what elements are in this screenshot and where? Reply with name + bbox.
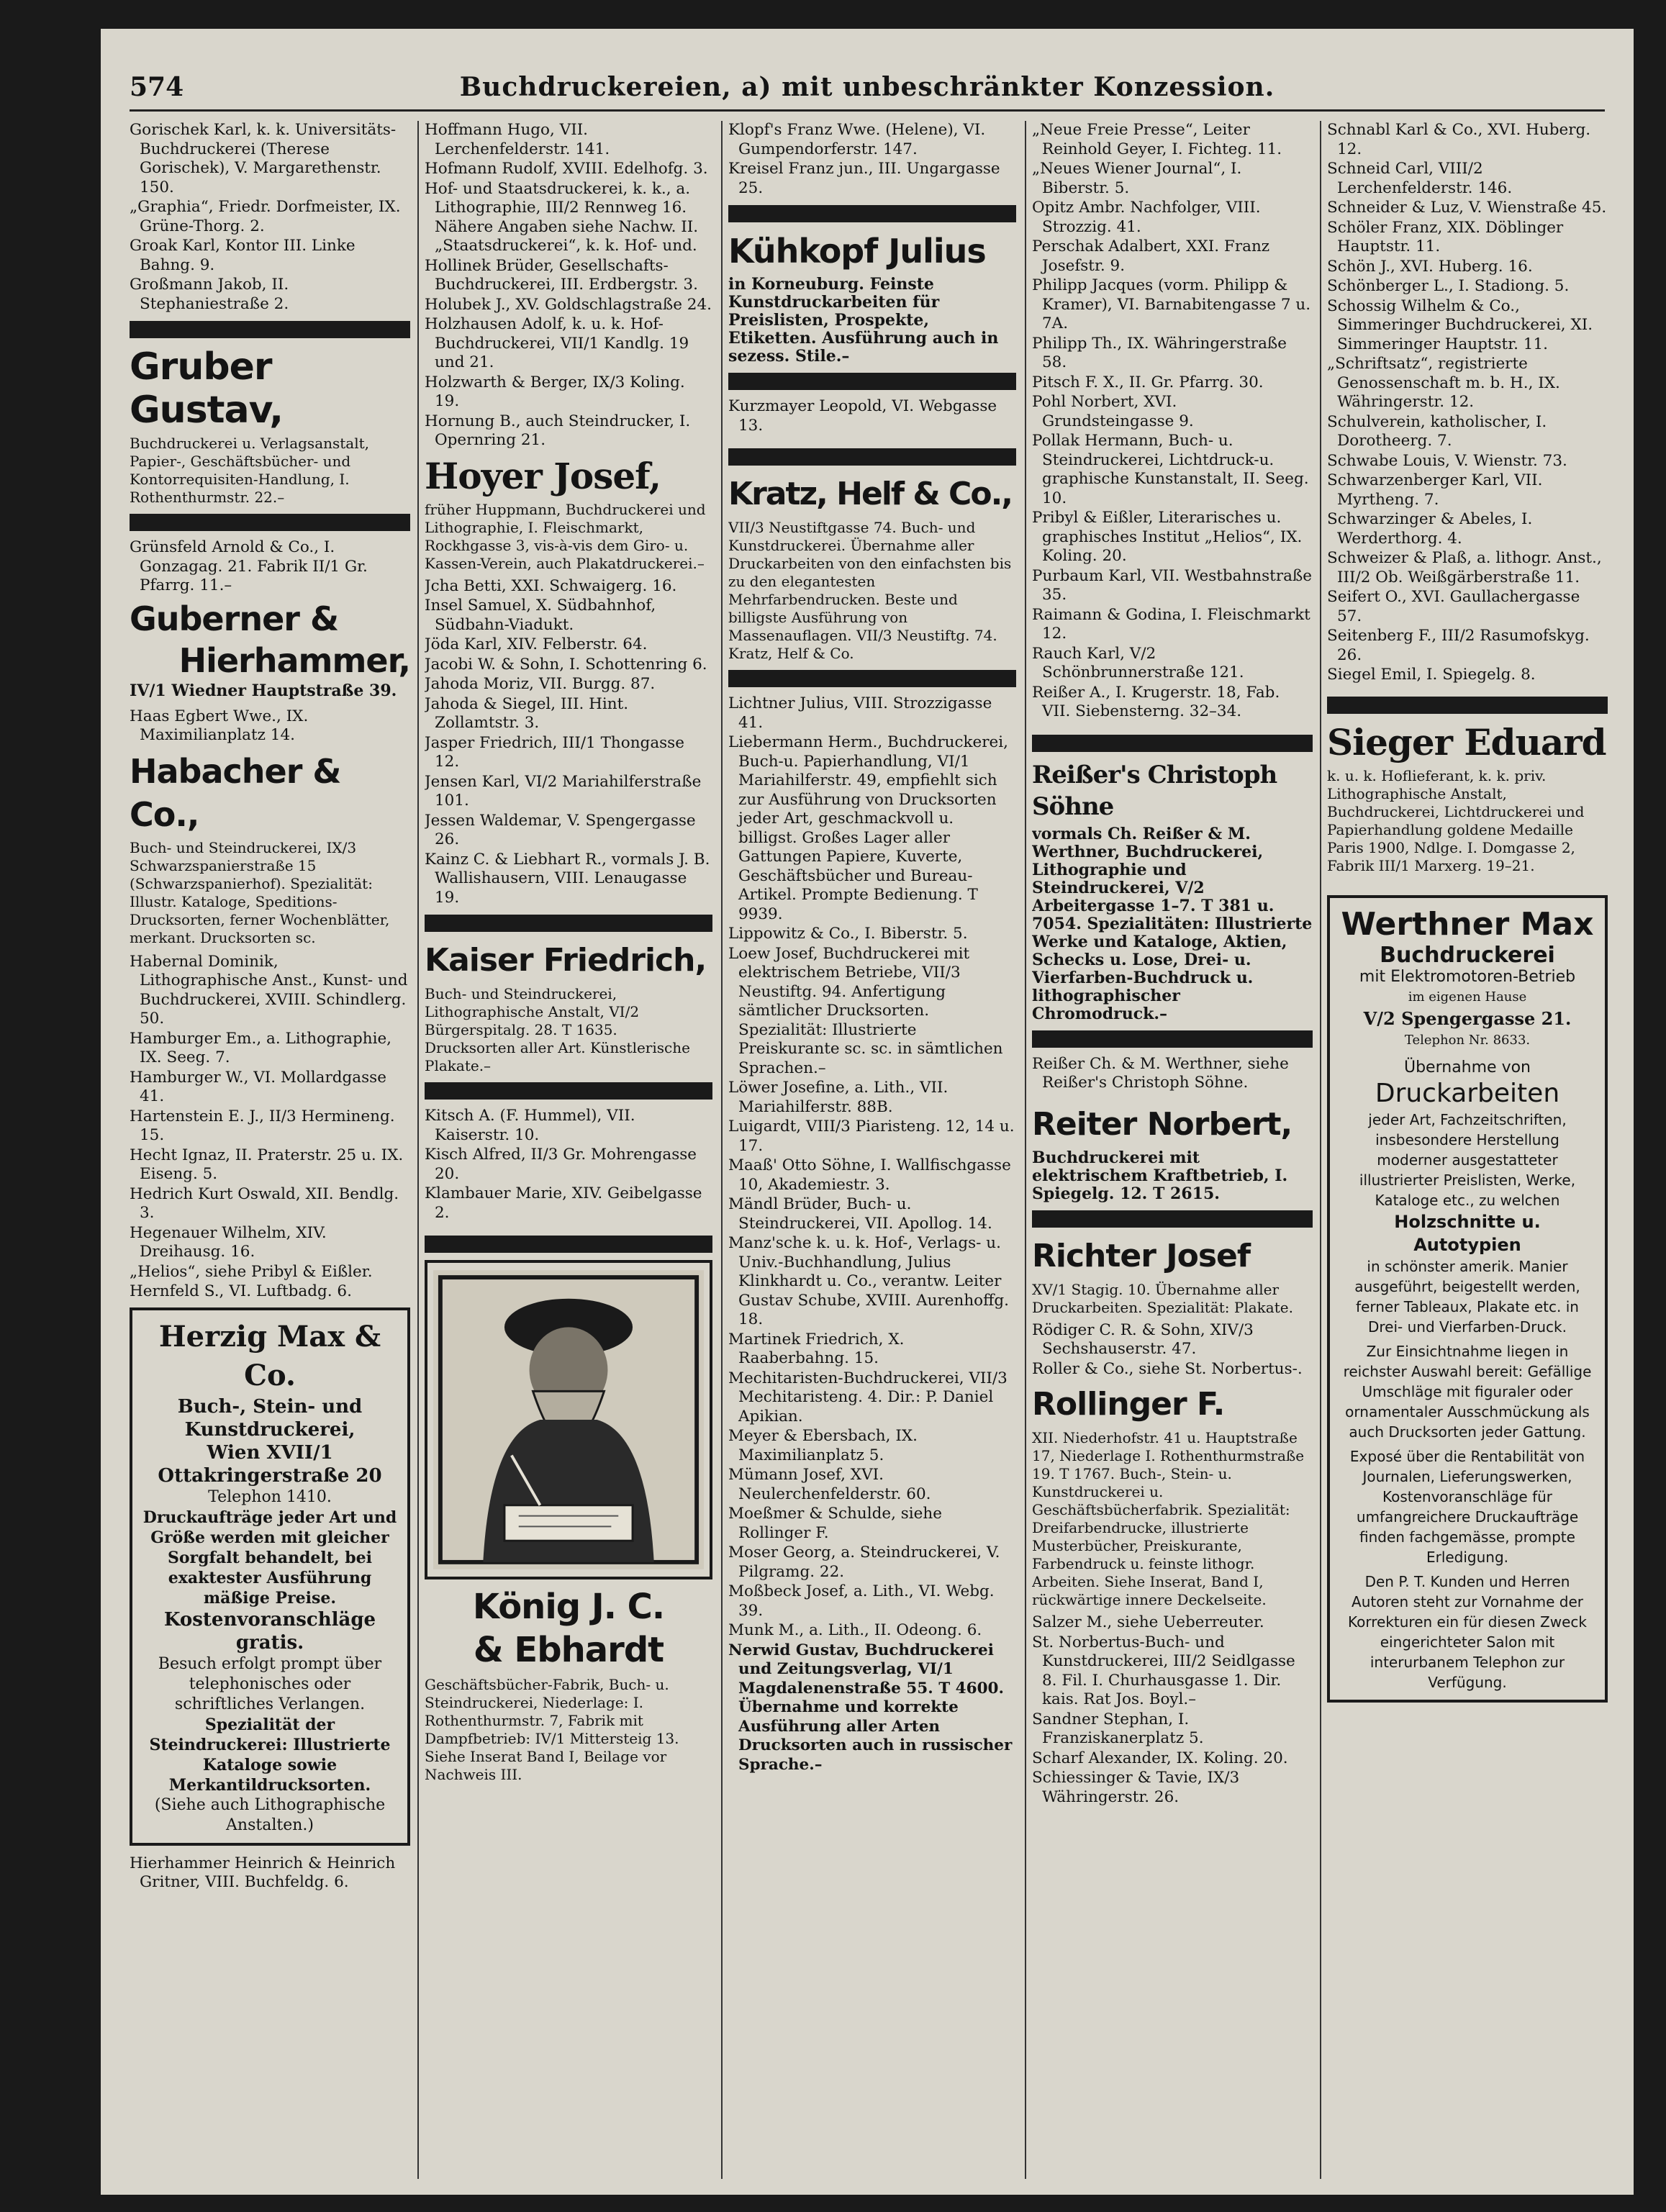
ad-werthner-line: mit Elektromotoren-Betrieb bbox=[1359, 967, 1576, 986]
list-item: Hollinek Brüder, Gesellschafts-Buchdruckerei, III. Erdbergstr. 3. bbox=[425, 256, 698, 294]
ad-werthner-line: Buchdruckerei bbox=[1380, 942, 1555, 968]
list-item: Hecht Ignaz, II. Praterstr. 25 u. IX. Eiseng. 5. bbox=[130, 1146, 404, 1183]
list-item: Mümann Josef, XVI. Neulerchenfelderstr. 60. bbox=[728, 1466, 931, 1503]
page-number: 574 bbox=[130, 72, 184, 102]
list-item: Munk M., a. Lith., II. Odeong. 6. bbox=[728, 1621, 982, 1639]
ad-gruber-text: Buchdruckerei u. Verlagsanstalt, Papier-, Geschäftsbücher- und Kontorrequisiten-Handlung, I. Rothenthurmstr. 22.– bbox=[130, 435, 370, 506]
ad-hoyer-text: früher Huppmann, Buchdruckerei und Lithographie, I. Fleischmarkt, Rockhgasse 3, vis-à-vis dem Giro- u. Kassen-Verein, auch Plakatdruckerei.– bbox=[425, 500, 706, 572]
list-item: Reißer Ch. & M. Werthner, siehe Reißer's Christoph Söhne. bbox=[1032, 1054, 1289, 1092]
list-item: Scharf Alexander, IX. Koling. 20. bbox=[1032, 1749, 1288, 1767]
column-divider bbox=[721, 121, 723, 2179]
ad-kaiser-name: Kaiser Friedrich, bbox=[425, 942, 707, 979]
list-item: Jessen Waldemar, V. Spengergasse 26. bbox=[425, 811, 696, 848]
list-item: Lippowitz & Co., I. Biberstr. 5. bbox=[728, 925, 968, 943]
list-item: Moßbeck Josef, a. Lith., VI. Webg. 39. bbox=[728, 1582, 995, 1620]
list-item: Jacobi W. & Sohn, I. Schottenring 6. bbox=[425, 655, 707, 674]
list-item: Liebermann Herm., Buchdruckerei, Buch-u. Papierhandlung, VI/1 Mariahilferstr. 49, empfiehlt sich zur Ausführung von Drucksorten jeder Art, geschmackvoll u. billigst. Großes Lager aller Gattungen Papiere, Kuverte, Geschäftsbücher und Bureau-Artikel. Prompte Bedienung. T 9939. bbox=[728, 733, 1008, 923]
list-item: „Graphia“, Friedr. Dorfmeister, IX. Grüne-Thorg. 2. bbox=[130, 198, 401, 235]
list-item: Hamburger W., VI. Mollardgasse 41. bbox=[130, 1068, 386, 1105]
list-item: Schneider & Luz, V. Wienstraße 45. bbox=[1327, 199, 1607, 217]
list-item: Luigardt, VIII/3 Piaristeng. 12, 14 u. 17. bbox=[728, 1118, 1015, 1155]
list-item: Lichtner Julius, VIII. Strozzigasse 41. bbox=[728, 694, 992, 732]
ad-rule bbox=[728, 205, 1016, 222]
ad-rule bbox=[728, 373, 1016, 390]
ad-kratz-text: VII/3 Neustiftgasse 74. Buch- und Kunstdruckerei. Übernahme aller Druckarbeiten von den einfachsten bis zu den elegantesten Mehrfarbendrucken. Beste und billigste Ausführung von Massenauflagen. VII/3 Neustiftg. 74. Kratz, Helf & Co. bbox=[728, 519, 1012, 662]
list-item: Holubek J., XV. Goldschlagstraße 24. bbox=[425, 295, 712, 314]
list-item: Hernfeld S., VI. Luftbadg. 6. bbox=[130, 1282, 352, 1300]
list-item: Löwer Josefine, a. Lith., VII. Mariahilferstr. 88B. bbox=[728, 1079, 949, 1116]
list-item: „Neue Freie Presse“, Leiter Reinhold Geyer, I. Fichteg. 11. bbox=[1032, 121, 1282, 158]
ad-werthner-line: V/2 Spengergasse 21. bbox=[1363, 1007, 1572, 1029]
ad-kuehkopf-text: in Korneuburg. Feinste Kunstdruckarbeiten für Preislisten, Prospekte, Etiketten. Ausführung auch in sezess. Stile.– bbox=[728, 275, 999, 366]
list-item: Purbaum Karl, VII. Westbahnstraße 35. bbox=[1032, 566, 1312, 604]
ad-gruber-name: Gruber Gustav, bbox=[130, 345, 284, 432]
list-item: Roller & Co., siehe St. Norbertus-. bbox=[1032, 1359, 1303, 1378]
ad-rule bbox=[728, 448, 1016, 466]
directory-page bbox=[101, 29, 1634, 2195]
list-item: Hof- und Staatsdruckerei, k. k., a. Lithographie, III/2 Rennweg 16. Nähere Angaben siehe Nachw. II. „Staatsdruckerei“, k. k. Hof- und. bbox=[425, 179, 699, 255]
ad-werthner-box bbox=[1327, 895, 1608, 1703]
list-item: Jasper Friedrich, III/1 Thongasse 12. bbox=[425, 733, 684, 771]
list-item: Schwarzenberger Karl, VII. Myrtheng. 7. bbox=[1327, 471, 1543, 509]
ad-werthner-line: Den P. T. Kunden und Herren Autoren steht zur Vornahme der Korrekturen ein für diesen Zweck eingerichteter Salon mit interurbanem Telephon zur Verfügung. bbox=[1348, 1572, 1587, 1691]
list-item: Schulverein, katholischer, I. Dorotheerg. 7. bbox=[1327, 412, 1547, 450]
list-item: Pohl Norbert, XVI. Grundsteingasse 9. bbox=[1032, 393, 1194, 430]
list-item: Klopf's Franz Wwe. (Helene), VI. Gumpendorferstr. 147. bbox=[728, 121, 986, 158]
column-1 bbox=[130, 121, 410, 2179]
ad-rollinger-text: XII. Niederhofstr. 41 u. Hauptstraße 17, Niederlage I. Rothenthurmstraße 19. T 1767. Buch-, Stein- u. Kunstdruckerei u. Geschäftsbücherfabrik. Spezialität: Dreifarbendrucke, illustrierte Musterbücher, Preiskurante, Farbendruck u. feinste lithogr. Arbeiten. Siehe Inserat, Band I, rückwärtige innere Deckelseite. bbox=[1032, 1429, 1305, 1608]
ad-rule bbox=[1032, 735, 1313, 752]
ad-herzig-line: Spezialität der Steindruckerei: Illustrierte Kataloge sowie Merkantildrucksorten. bbox=[149, 1715, 391, 1795]
ad-herzig-line: Buch-, Stein- und Kunstdruckerei, bbox=[177, 1395, 363, 1441]
list-item: Jöda Karl, XIV. Felberstr. 64. bbox=[425, 635, 648, 653]
list-item: Meyer & Ebersbach, IX. Maximilianplatz 5. bbox=[728, 1427, 918, 1464]
list-item: Pribyl & Eißler, Literarisches u. graphisches Institut „Helios“, IX. Koling. 20. bbox=[1032, 509, 1303, 565]
ad-guberner-name-1: Guberner & bbox=[130, 599, 339, 638]
ad-guberner-name-2: Hierhammer, bbox=[178, 640, 410, 680]
list-item: „Neues Wiener Journal“, I. Biberstr. 5. bbox=[1032, 160, 1242, 197]
list-item: Hornung B., auch Steindrucker, I. Opernring 21. bbox=[425, 412, 691, 449]
list-item: Sandner Stephan, I. Franziskanerplatz 5. bbox=[1032, 1710, 1204, 1747]
list-item: Moeßmer & Schulde, siehe Rollinger F. bbox=[728, 1505, 942, 1542]
list-item: Holzwarth & Berger, IX/3 Koling. 19. bbox=[425, 373, 685, 410]
list-item: Perschak Adalbert, XXI. Franz Josefstr. 9. bbox=[1032, 237, 1270, 275]
ad-reiter-text: Buchdruckerei mit elektrischem Kraftbetrieb, I. Spiegelg. 12. T 2615. bbox=[1032, 1148, 1288, 1203]
ad-herzig-line: Wien XVII/1 bbox=[207, 1441, 333, 1464]
list-item: Hegenauer Wilhelm, XIV. Dreihausg. 16. bbox=[130, 1223, 327, 1261]
list-item: Seitenberg F., III/2 Rasumofskyg. 26. bbox=[1327, 627, 1590, 664]
list-item: Hedrich Kurt Oswald, XII. Bendlg. 3. bbox=[130, 1184, 399, 1222]
ad-rule bbox=[728, 670, 1016, 687]
list-item: Schnabl Karl & Co., XVI. Huberg. 12. bbox=[1327, 121, 1591, 158]
list-item: Martinek Friedrich, X. Raaberbahng. 15. bbox=[728, 1330, 905, 1367]
ad-kratz-name: Kratz, Helf & Co., bbox=[728, 476, 1013, 512]
list-item: Jahoda Moriz, VII. Burgg. 87. bbox=[425, 675, 656, 693]
ad-habacher-name: Habacher & Co., bbox=[130, 751, 341, 834]
list-item: Kurzmayer Leopold, VI. Webgasse 13. bbox=[728, 397, 997, 435]
list-item: Insel Samuel, X. Südbahnhof, Südbahn-Viadukt. bbox=[425, 597, 656, 634]
list-item: Schwabe Louis, V. Wienstr. 73. bbox=[1327, 451, 1567, 470]
list-item: Schönberger L., I. Stadiong. 5. bbox=[1327, 277, 1570, 295]
list-item: Schön J., XVI. Huberg. 16. bbox=[1327, 257, 1533, 276]
ad-werthner-line: Zur Einsichtnahme liegen in reichster Auswahl bereit: Gefällige Umschläge mit figuraler oder ornamentaler Ausschmückung als auch Drucksorten jeder Gattung. bbox=[1343, 1342, 1592, 1441]
list-item: Kisch Alfred, II/3 Gr. Mohrengasse 20. bbox=[425, 1146, 697, 1183]
ad-richter-name: Richter Josef bbox=[1032, 1237, 1251, 1274]
list-item: Schweizer & Plaß, a. lithogr. Anst., III/2 Ob. Weißgärberstraße 11. bbox=[1327, 549, 1602, 586]
list-item: Hartenstein E. J., II/3 Hermineng. 15. bbox=[130, 1107, 395, 1144]
list-item: Opitz Ambr. Nachfolger, VIII. Strozzig. 41. bbox=[1032, 199, 1261, 236]
ad-reisser-text: vormals Ch. Reißer & M. Werthner, Buchdruckerei, Lithographie und Steindruckerei, V/2 Arbeitergasse 1–7. T 381 u. 7054. Spezialitäten: Illustrierte Werke und Kataloge, Aktien, Schecks u. Lose, Drei- u. Vierfarben-Buchdruck u. lithographischer Chromodruck.– bbox=[1032, 824, 1313, 1023]
list-item: Kreisel Franz jun., III. Ungargasse 25. bbox=[728, 160, 1000, 197]
list-item: Pollak Hermann, Buch- u. Steindruckerei, Lichtdruck-u. graphische Kunstanstalt, II. Seeg. 10. bbox=[1032, 432, 1309, 507]
list-item: Mechitaristen-Buchdruckerei, VII/3 Mechitaristeng. 4. Dir.: P. Daniel Apikian. bbox=[728, 1369, 1008, 1425]
ad-habacher-text: Buch- und Steindruckerei, IX/3 Schwarzspanierstraße 15 (Schwarzspanierhof). Spezialität: Illustr. Kataloge, Speditions-Drucksorten, ferner Wochenblätter, merkant. Drucksorten sc. bbox=[130, 838, 390, 946]
list-item: Hofmann Rudolf, XVIII. Edelhofg. 3. bbox=[425, 160, 708, 178]
ad-herzig-name: Herzig Max & Co. bbox=[158, 1319, 381, 1392]
list-item: Salzer M., siehe Ueberreuter. bbox=[1032, 1613, 1264, 1631]
ad-werthner-line: jeder Art, Fachzeitschriften, insbesondere Herstellung moderner ausgestatteter illustrierter Preislisten, Werke, Kataloge etc., zu welchen bbox=[1359, 1110, 1576, 1209]
column-5 bbox=[1327, 121, 1608, 2179]
list-item: Holzhausen Adolf, k. u. k. Hof-Buchdruckerei, VII/1 Kandlg. 19 und 21. bbox=[425, 315, 689, 371]
list-item: Groak Karl, Kontor III. Linke Bahng. 9. bbox=[130, 237, 356, 274]
ad-rule bbox=[130, 514, 410, 531]
list-item: Hierhammer Heinrich & Heinrich Gritner, VIII. Buchfeldg. 6. bbox=[130, 1854, 396, 1891]
ad-herzig-line: (Siehe auch Lithographische Anstalten.) bbox=[154, 1795, 386, 1834]
ad-rule bbox=[1327, 697, 1608, 714]
ad-koenig-name-1: König J. C. bbox=[472, 1587, 665, 1627]
list-item: „Helios“, siehe Pribyl & Eißler. bbox=[130, 1262, 373, 1281]
ad-reisser-name: Reißer's Christoph Söhne bbox=[1032, 760, 1277, 821]
ad-sieger-text: k. u. k. Hoflieferant, k. k. priv. Lithographische Anstalt, Buchdruckerei, Lichtdruckerei und Papierhandlung goldene Medaille Paris 1900, Ndlge. I. Domgasse 2, Fabrik III/1 Marxerg. 19–21. bbox=[1327, 766, 1585, 874]
ad-werthner-line: Holzschnitte u. Autotypien bbox=[1394, 1211, 1541, 1255]
ad-werthner-name: Werthner Max bbox=[1341, 905, 1594, 943]
list-item: „Schriftsatz“, registrierte Genossenschaft m. b. H., IX. Währingerstr. 12. bbox=[1327, 355, 1560, 411]
ad-herzig-line: Besuch erfolgt prompt über telephonisches oder schriftliches Verlangen. bbox=[158, 1654, 382, 1713]
header-rule bbox=[130, 109, 1605, 112]
ad-rule bbox=[425, 1236, 712, 1253]
portrait-woodcut-icon bbox=[433, 1269, 704, 1571]
ad-rollinger-name: Rollinger F. bbox=[1032, 1386, 1225, 1423]
list-item: Klambauer Marie, XIV. Geibelgasse 2. bbox=[425, 1184, 702, 1222]
list-item: Moser Georg, a. Steindruckerei, V. Pilgramg. 22. bbox=[728, 1544, 1000, 1581]
list-item: Hoffmann Hugo, VII. Lerchenfelderstr. 141. bbox=[425, 121, 610, 158]
ad-hoyer-name: Hoyer Josef, bbox=[425, 454, 661, 497]
list-item: Philipp Jacques (vorm. Philipp & Kramer), VI. Barnabitengasse 7 u. 7A. bbox=[1032, 276, 1311, 332]
ad-kaiser-text: Buch- und Steindruckerei, Lithographische Anstalt, VI/2 Bürgerspitalg. 28. T 1635. Drucksorten aller Art. Künstlerische Plakate.– bbox=[425, 985, 690, 1074]
ad-herzig-line: Ottakringerstraße 20 bbox=[158, 1464, 382, 1487]
ad-rule bbox=[130, 321, 410, 338]
list-item: Schöler Franz, XIX. Döblinger Hauptstr. 11. bbox=[1327, 218, 1564, 255]
list-item: Seifert O., XVI. Gaullachergasse 57. bbox=[1327, 588, 1580, 625]
column-divider bbox=[417, 121, 419, 2179]
column-4 bbox=[1032, 121, 1313, 2179]
list-item: Hamburger Em., a. Lithographie, IX. Seeg. 7. bbox=[130, 1029, 391, 1066]
ad-rule bbox=[1032, 1210, 1313, 1228]
ad-rule bbox=[425, 915, 712, 932]
list-item: St. Norbertus-Buch- und Kunstdruckerei, III/2 Seidlgasse 8. Fil. I. Churhausgasse 1. Dir. kais. Rat Jos. Boyl.– bbox=[1032, 1633, 1295, 1708]
list-item: Maaß' Otto Söhne, I. Wallfischgasse 10, Akademiestr. 3. bbox=[728, 1156, 1011, 1194]
list-item: Reißer A., I. Krugerstr. 18, Fab. VII. Siebensterng. 32–34. bbox=[1032, 683, 1280, 720]
ad-guberner-text: IV/1 Wiedner Hauptstraße 39. bbox=[130, 681, 397, 700]
list-item: Schossig Wilhelm & Co., Simmeringer Buchdruckerei, XI. Simmeringer Hauptstr. 11. bbox=[1327, 296, 1593, 353]
list-item: Rauch Karl, V/2 Schönbrunnerstraße 121. bbox=[1032, 644, 1244, 681]
list-item: Jcha Betti, XXI. Schwaigerg. 16. bbox=[425, 576, 677, 595]
ad-koenig-name-2: & Ebhardt bbox=[473, 1630, 664, 1670]
ad-werthner-line: Übernahme von bbox=[1403, 1058, 1531, 1076]
column-3 bbox=[728, 121, 1016, 2179]
ad-rule bbox=[425, 1082, 712, 1100]
ad-herzig-line: Druckaufträge jeder Art und Größe werden mit gleicher Sorgfalt behandelt, bei exaktester Ausführung mäßige Preise. bbox=[142, 1508, 397, 1608]
list-item: Jensen Karl, VI/2 Mariahilferstraße 101. bbox=[425, 772, 702, 810]
list-item: Großmann Jakob, II. Stephaniestraße 2. bbox=[130, 276, 289, 313]
list-item: Raimann & Godina, I. Fleischmarkt 12. bbox=[1032, 605, 1310, 643]
ad-reiter-name: Reiter Norbert, bbox=[1032, 1105, 1292, 1143]
ad-herzig-box bbox=[130, 1307, 410, 1846]
list-item: Gorischek Karl, k. k. Universitäts-Buchdruckerei (Therese Gorischek), V. Margarethenstr. 150. bbox=[130, 121, 397, 196]
list-item: Schneid Carl, VIII/2 Lerchenfelderstr. 146. bbox=[1327, 160, 1513, 197]
column-divider bbox=[1025, 121, 1026, 2179]
list-item: Jahoda & Siegel, III. Hint. Zollamtstr. 3. bbox=[425, 694, 629, 732]
running-head: Buchdruckereien, a) mit unbeschränkter Konzession. bbox=[459, 72, 1275, 102]
list-item: Pitsch F. X., II. Gr. Pfarrg. 30. bbox=[1032, 373, 1264, 391]
column-divider bbox=[1320, 121, 1321, 2179]
list-item: Siegel Emil, I. Spiegelg. 8. bbox=[1327, 666, 1536, 684]
ad-herzig-line: Telephon 1410. bbox=[208, 1487, 332, 1506]
ad-werthner-line: Exposé über die Rentabilität von Journalen, Lieferungswerken, Kostenvoranschläge für umfangreichere Druckaufträge finden fachgemässe, prompte Erledigung. bbox=[1349, 1447, 1585, 1566]
ad-werthner-line: Druckarbeiten bbox=[1375, 1078, 1560, 1108]
ad-koenig-portrait bbox=[425, 1260, 712, 1579]
list-item: Kitsch A. (F. Hummel), VII. Kaiserstr. 10. bbox=[425, 1107, 635, 1144]
ad-koenig-text: Geschäftsbücher-Fabrik, Buch- u. Steindruckerei, Niederlage: I. Rothenthurmstr. 7, Fabrik mit Dampfbetrieb: IV/1 Mittersteig 13. Siehe Inserat Band I, Beilage vor Nachweis III. bbox=[425, 1676, 679, 1783]
list-item: Rödiger C. R. & Sohn, XIV/3 Sechshauserstr. 47. bbox=[1032, 1320, 1254, 1358]
list-item: Kainz C. & Liebhart R., vormals J. B. Wallishausern, VIII. Lenaugasse 19. bbox=[425, 850, 710, 907]
column-2 bbox=[425, 121, 712, 2179]
list-item: Habernal Dominik, Lithographische Anst., Kunst- und Buchdruckerei, XVIII. Schindlerg. 50. bbox=[130, 952, 408, 1028]
list-item: Nerwid Gustav, Buchdruckerei und Zeitungsverlag, VI/1 Magdalenenstraße 55. T 4600. Übernahme und korrekte Ausführung aller Arten Drucksorten auch in russischer Sprache.– bbox=[728, 1641, 1013, 1774]
list-item: Loew Josef, Buchdruckerei mit elektrischem Betriebe, VII/3 Neustiftg. 94. Anfertigung sämtlicher Drucksorten. Spezialität: Illustrierte Preiskurante sc. sc. in sämtlichen Sprachen.– bbox=[728, 944, 1003, 1077]
ad-herzig-line: Kostenvoranschläge gratis. bbox=[163, 1608, 376, 1654]
list-item: Philipp Th., IX. Währingerstraße 58. bbox=[1032, 334, 1287, 371]
ad-werthner-line: im eigenen Hause bbox=[1408, 989, 1527, 1005]
list-item: Schiessinger & Tavie, IX/3 Währingerstr. 26. bbox=[1032, 1769, 1240, 1806]
list-item: Manz'sche k. u. k. Hof-, Verlags- u. Univ.-Buchhandlung, Julius Klinkhardt u. Co., verantw. Leiter Gustav Schube, XVIII. Aurenhoffg. 18. bbox=[728, 1234, 1009, 1328]
ad-richter-text: XV/1 Stagig. 10. Übernahme aller Druckarbeiten. Spezialität: Plakate. bbox=[1032, 1280, 1293, 1316]
ad-sieger-name: Sieger Eduard bbox=[1327, 720, 1606, 763]
ad-kuehkopf-name: Kühkopf Julius bbox=[728, 232, 986, 271]
ad-werthner-line: Telephon Nr. 8633. bbox=[1404, 1032, 1531, 1048]
ad-rule bbox=[1032, 1030, 1313, 1048]
list-item: Grünsfeld Arnold & Co., I. Gonzagag. 21. Fabrik II/1 Gr. Pfarrg. 11.– bbox=[130, 538, 368, 594]
list-item: Mändl Brüder, Buch- u. Steindruckerei, VII. Apollog. 14. bbox=[728, 1195, 992, 1233]
list-item: Schwarzinger & Abeles, I. Werderthorg. 4. bbox=[1327, 510, 1533, 548]
ad-werthner-line: in schönster amerik. Manier ausgeführt, beigestellt werden, ferner Tableaux, Plakate etc. in Drei- und Vierfarben-Druck. bbox=[1354, 1257, 1580, 1336]
list-item: Haas Egbert Wwe., IX. Maximilianplatz 14. bbox=[130, 707, 309, 744]
